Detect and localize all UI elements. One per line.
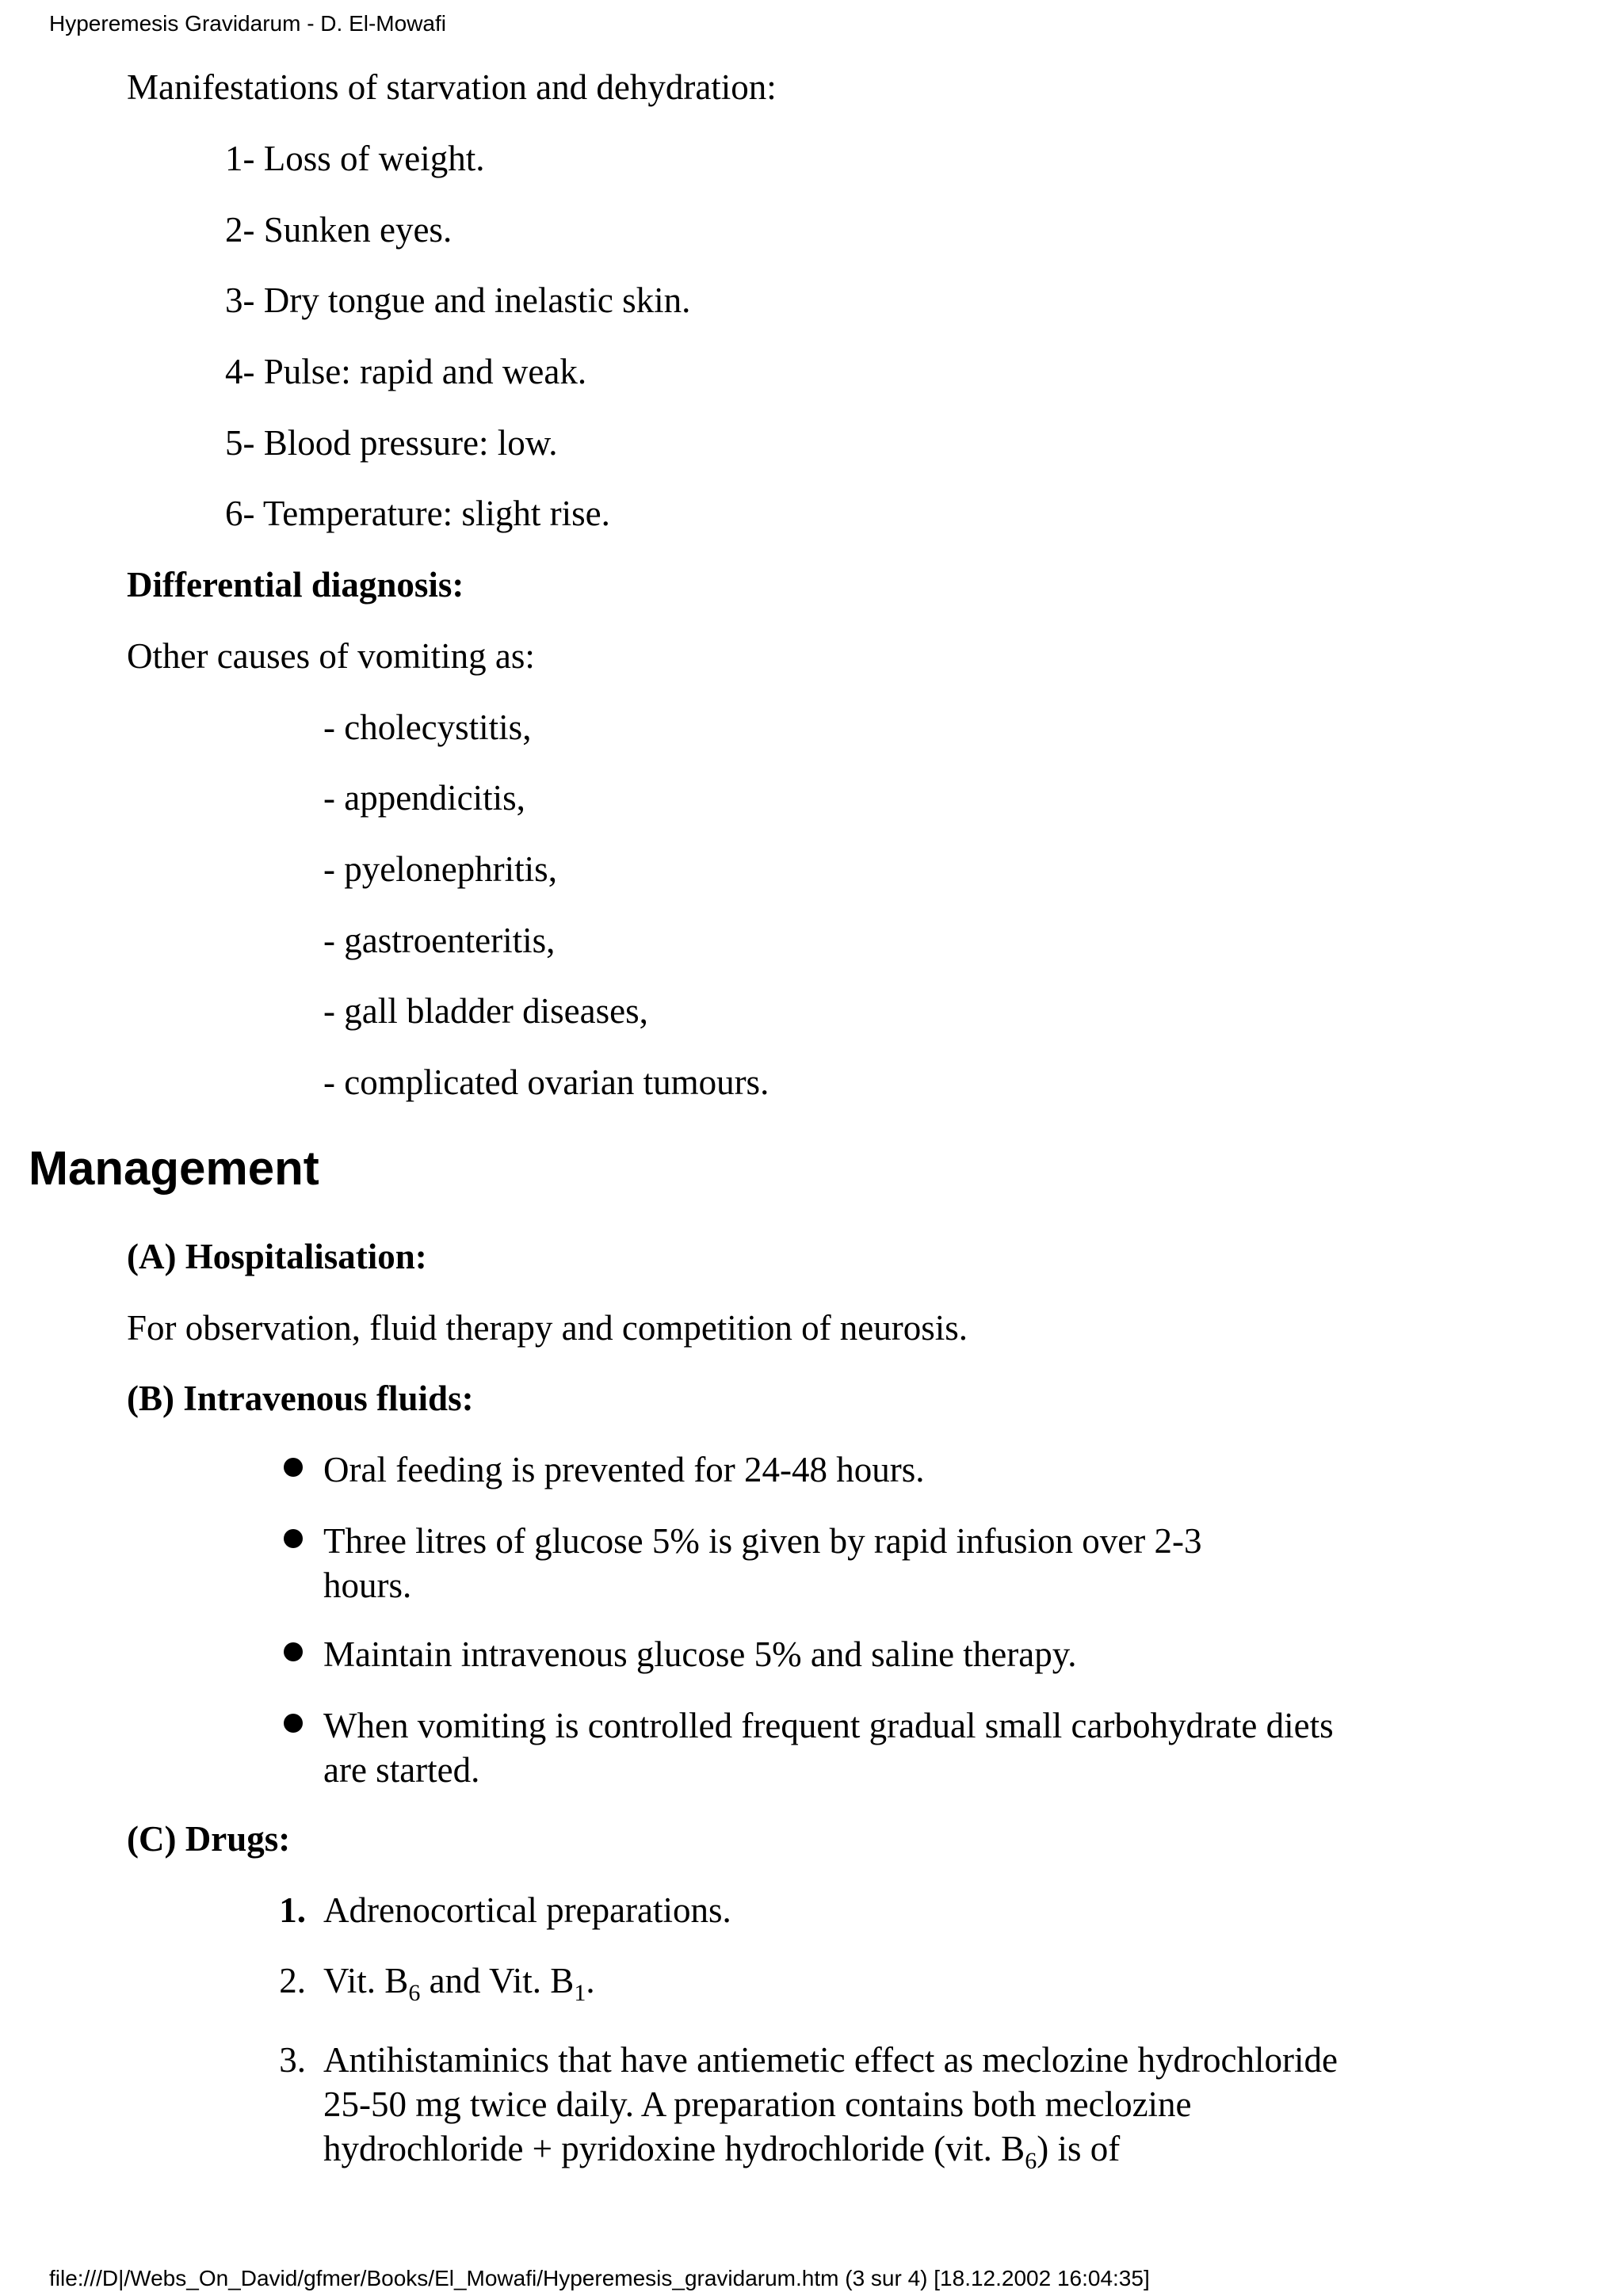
list-item: - gastroenteritis, <box>323 921 556 960</box>
bullet-icon <box>284 1642 303 1661</box>
list-item: Three litres of glucose 5% is given by rapid infusion over 2-3 hours. <box>323 1521 1202 1605</box>
list-item: Maintain intravenous glucose 5% and saline therapy. <box>323 1634 1077 1674</box>
list-item: 6- Temperature: slight rise. <box>225 494 610 533</box>
list-item: - cholecystitis, <box>323 707 532 747</box>
text-run: ) is of <box>1037 2129 1121 2168</box>
list-item: 3- Dry tongue and inelastic skin. <box>225 280 691 320</box>
list-item: - pyelonephritis, <box>323 849 557 889</box>
list-item <box>323 1958 1385 2006</box>
bullet-icon <box>284 1458 303 1477</box>
list-item: - appendicitis, <box>323 778 525 818</box>
list-number: 2. <box>279 1961 306 2000</box>
subscript: 1 <box>574 1980 586 2006</box>
page-footer: file:///D|/Webs_On_David/gfmer/Books/El_Mowafi/Hyperemesis_gravidarum.htm (3 sur 4) [18.12.2002 16:04:35] <box>49 2266 1150 2290</box>
management-heading: Management <box>29 1142 319 1195</box>
text-run: Antihistaminics that have antiemetic effect as meclozine hydrochloride 25-50 mg twice daily. A preparation contains both meclozine hydrochloride + pyridoxine hydrochloride (vit. B <box>323 2040 1338 2168</box>
list-item: - gall bladder diseases, <box>323 991 648 1031</box>
text-run: and Vit. B <box>420 1961 575 2000</box>
bullet-icon <box>284 1529 303 1548</box>
text-run: Vit. B <box>323 1961 409 2000</box>
list-item: When vomiting is controlled frequent gradual small carbohydrate diets are started. <box>323 1706 1334 1790</box>
subscript: 6 <box>408 1980 421 2006</box>
iv-fluids-heading: (B) Intravenous fluids: <box>127 1379 474 1418</box>
list-item: - complicated ovarian tumours. <box>323 1062 769 1102</box>
subscript: 6 <box>1025 2148 1037 2174</box>
list-item: Oral feeding is prevented for 24-48 hours. <box>323 1450 925 1489</box>
manifestations-heading: Manifestations of starvation and dehydration: <box>127 67 777 107</box>
list-item: 5- Blood pressure: low. <box>225 423 558 463</box>
hospitalisation-text: For observation, fluid therapy and competition of neurosis. <box>127 1308 968 1348</box>
list-number: 3. <box>279 2040 306 2080</box>
drugs-heading: (C) Drugs: <box>127 1819 291 1859</box>
differential-intro: Other causes of vomiting as: <box>127 636 535 676</box>
page-header: Hyperemesis Gravidarum - D. El-Mowafi <box>49 11 446 36</box>
list-item: 2- Sunken eyes. <box>225 210 453 250</box>
differential-heading: Differential diagnosis: <box>127 565 464 605</box>
bullet-icon <box>284 1714 303 1733</box>
list-item: 4- Pulse: rapid and weak. <box>225 352 587 391</box>
list-number: 1. <box>279 1890 306 1930</box>
list-item: Adrenocortical preparations. <box>323 1890 731 1930</box>
list-item <box>323 2038 1385 2174</box>
hospitalisation-heading: (A) Hospitalisation: <box>127 1237 427 1276</box>
list-item: 1- Loss of weight. <box>225 139 485 178</box>
text-run: . <box>586 1961 595 2000</box>
